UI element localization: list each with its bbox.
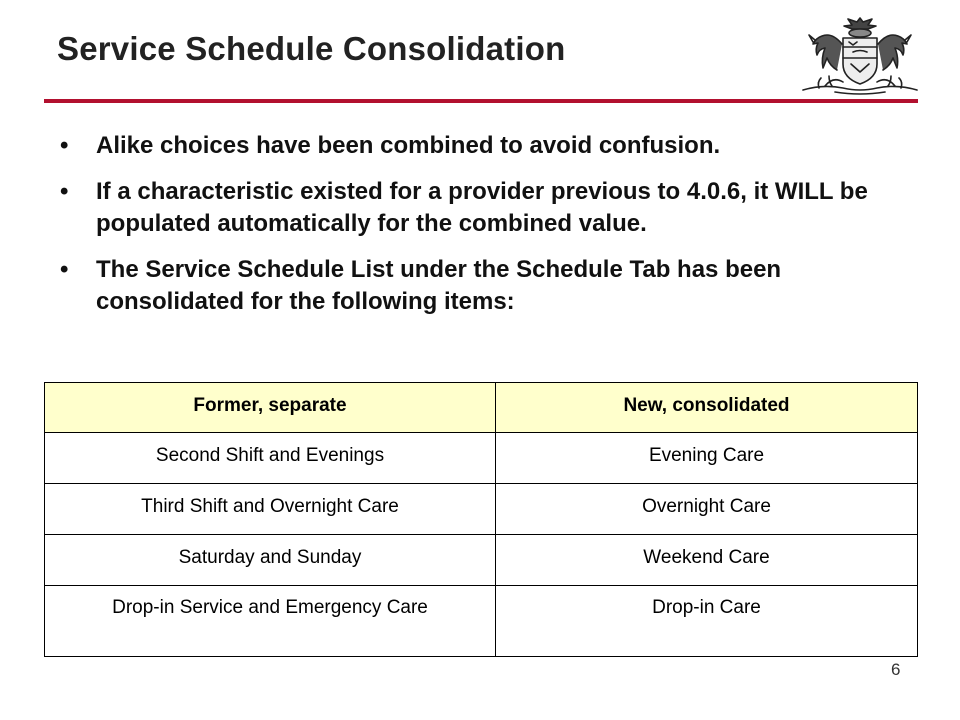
bullet-item: • The Service Schedule List under the Schedule Tab has been consolidated for the following items: — [58, 254, 908, 318]
table-cell-former: Second Shift and Evenings — [45, 433, 496, 484]
table-row — [45, 535, 918, 586]
column-header-new: New, consolidated — [496, 383, 918, 433]
table-cell-new: Weekend Care — [496, 535, 918, 586]
table-cell-new: Drop-in Care — [496, 586, 918, 657]
consolidation-table — [44, 382, 918, 657]
page-number: 6 — [891, 660, 901, 679]
table-cell-former: Saturday and Sunday — [45, 535, 496, 586]
column-header-former: Former, separate — [45, 383, 496, 433]
pennsylvania-coat-of-arms-icon — [795, 14, 925, 96]
table-cell-former: Drop-in Service and Emergency Care — [45, 586, 496, 657]
table-row — [45, 586, 918, 657]
bullet-item: • Alike choices have been combined to avoid confusion. — [58, 130, 908, 162]
bullet-list — [58, 130, 908, 332]
table-cell-new: Evening Care — [496, 433, 918, 484]
table-cell-new: Overnight Care — [496, 484, 918, 535]
slide-title: Service Schedule Consolidation — [57, 30, 566, 67]
table-row — [45, 433, 918, 484]
table-row — [45, 484, 918, 535]
table-cell-former: Third Shift and Overnight Care — [45, 484, 496, 535]
title-underline-rule — [44, 99, 918, 103]
bullet-item: • If a characteristic existed for a provider previous to 4.0.6, it WILL be populated automatically for the combined value. — [58, 176, 908, 240]
table-header-row — [45, 383, 918, 433]
